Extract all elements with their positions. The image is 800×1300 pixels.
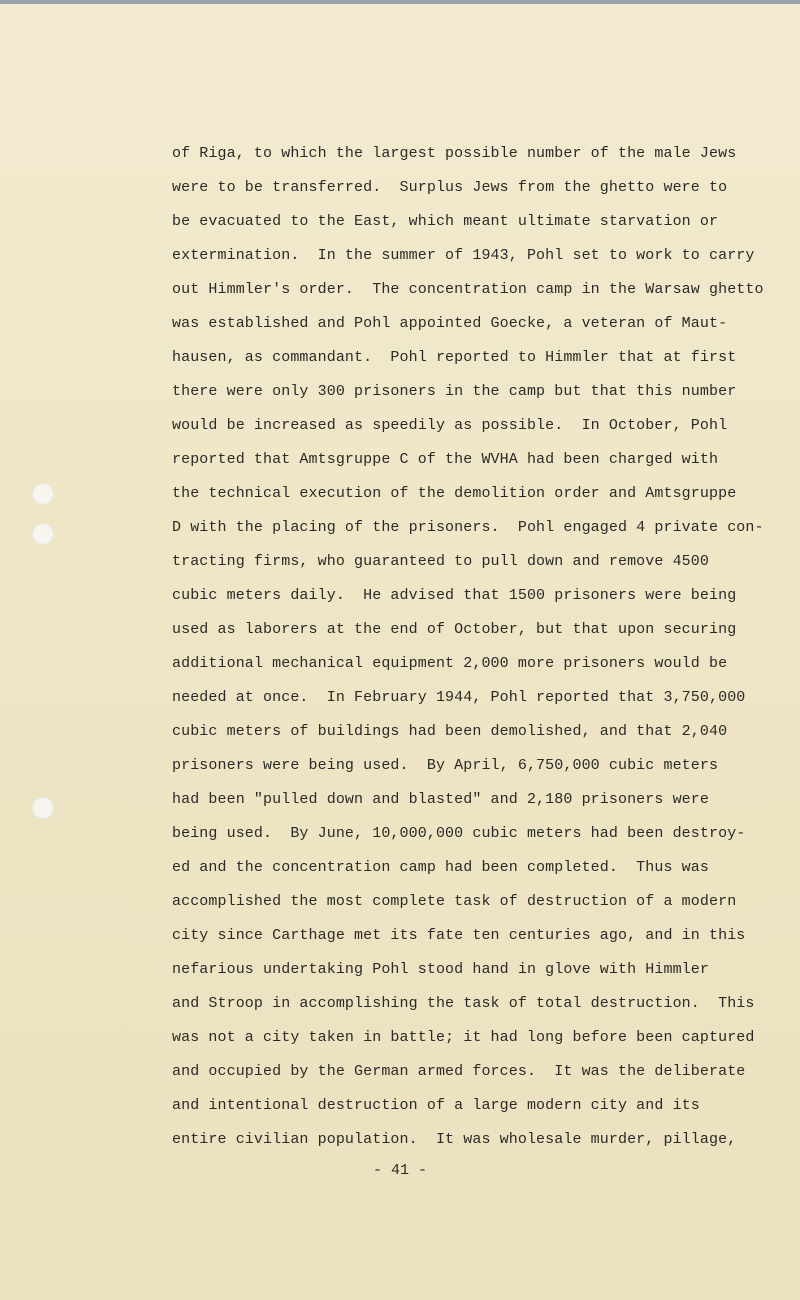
text-line: hausen, as commandant. Pohl reported to Himmler that at first <box>172 349 737 366</box>
text-line: additional mechanical equipment 2,000 more prisoners would be <box>172 655 728 672</box>
page-number: - 41 - <box>372 1162 427 1179</box>
text-line: was not a city taken in battle; it had long before been captured <box>172 1029 755 1046</box>
text-line: cubic meters daily. He advised that 1500 prisoners were being <box>172 587 737 604</box>
text-line: was established and Pohl appointed Goecke, a veteran of Maut- <box>172 315 728 332</box>
text-line: accomplished the most complete task of destruction of a modern <box>172 893 737 910</box>
text-line: be evacuated to the East, which meant ultimate starvation or <box>172 213 719 230</box>
punch-hole-3 <box>32 797 54 819</box>
text-line: extermination. In the summer of 1943, Pohl set to work to carry <box>172 247 755 264</box>
page-top-edge <box>0 0 800 4</box>
text-line: out Himmler's order. The concentration camp in the Warsaw ghetto <box>172 281 764 298</box>
text-line: tracting firms, who guaranteed to pull down and remove 4500 <box>172 553 709 570</box>
text-line: needed at once. In February 1944, Pohl reported that 3,750,000 <box>172 689 746 706</box>
text-line: city since Carthage met its fate ten centuries ago, and in this <box>172 927 746 944</box>
text-line: being used. By June, 10,000,000 cubic meters had been destroy- <box>172 825 746 842</box>
text-line: and Stroop in accomplishing the task of total destruction. This <box>172 995 755 1012</box>
punch-hole-1 <box>32 483 54 505</box>
text-line: and intentional destruction of a large modern city and its <box>172 1097 700 1114</box>
body-text <box>172 137 764 1157</box>
text-line: and occupied by the German armed forces. It was the deliberate <box>172 1063 746 1080</box>
text-line: nefarious undertaking Pohl stood hand in glove with Himmler <box>172 961 709 978</box>
text-line: the technical execution of the demolition order and Amtsgruppe <box>172 485 737 502</box>
text-line: cubic meters of buildings had been demolished, and that 2,040 <box>172 723 728 740</box>
text-line: entire civilian population. It was wholesale murder, pillage, <box>172 1131 737 1148</box>
text-line: used as laborers at the end of October, but that upon securing <box>172 621 737 638</box>
text-line: would be increased as speedily as possible. In October, Pohl <box>172 417 728 434</box>
text-line: ed and the concentration camp had been completed. Thus was <box>172 859 709 876</box>
text-line: there were only 300 prisoners in the camp but that this number <box>172 383 737 400</box>
text-line: reported that Amtsgruppe C of the WVHA had been charged with <box>172 451 719 468</box>
text-line: were to be transferred. Surplus Jews from the ghetto were to <box>172 179 728 196</box>
text-line: had been "pulled down and blasted" and 2,180 prisoners were <box>172 791 709 808</box>
punch-hole-2 <box>32 523 54 545</box>
text-line: prisoners were being used. By April, 6,750,000 cubic meters <box>172 757 719 774</box>
text-line: of Riga, to which the largest possible number of the male Jews <box>172 145 737 162</box>
text-line: D with the placing of the prisoners. Pohl engaged 4 private con- <box>172 519 764 536</box>
